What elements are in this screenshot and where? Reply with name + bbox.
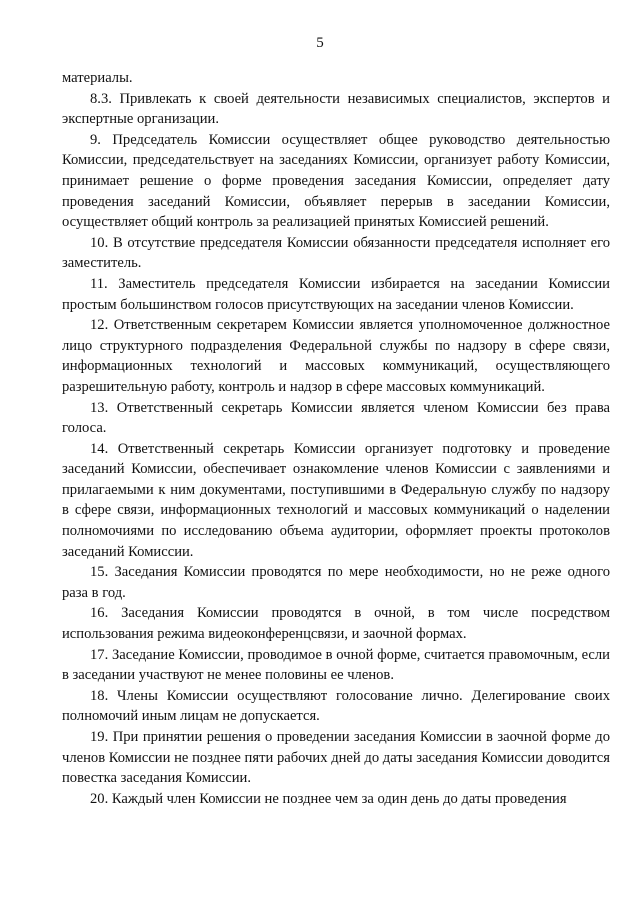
paragraph-15: 15. Заседания Комиссии проводятся по мере необходимости, но не реже одного раза в год. xyxy=(62,564,610,601)
document-body xyxy=(62,68,610,809)
paragraph-8-3: 8.3. Привлекать к своей деятельности независимых специалистов, экспертов и экспертные организации. xyxy=(62,90,610,128)
paragraph-17: 17. Заседание Комиссии, проводимое в очной форме, считается правомочным, если в заседании участвуют не менее половины ее членов. xyxy=(62,646,610,684)
paragraph-9: 9. Председатель Комиссии осуществляет общее руководство деятельностью Комиссии, председательствует на заседаниях Комиссии, организует работу Комиссии, принимает решение о форме проведения заседания Комиссии, определяет дату проведения заседаний Комиссии, объявляет перерыв в заседании Комиссии, осуществляет общий контроль за реализацией принятых Комиссией решений. xyxy=(62,131,610,231)
page-number: 5 xyxy=(316,35,324,51)
paragraph-continuation: материалы. xyxy=(62,70,133,86)
paragraph-12: 12. Ответственным секретарем Комиссии является уполномоченное должностное лицо структурного подразделения Федеральной службы по надзору в сфере связи, информационных технологий и массовых коммуникаций, осуществляющего разрешительную работу, контроль и надзор в сфере массовых коммуникаций. xyxy=(62,317,610,395)
paragraph-11: 11. Заместитель председателя Комиссии избирается на заседании Комиссии простым большинством голосов присутствующих на заседании членов Комиссии. xyxy=(62,275,610,313)
paragraph-14: 14. Ответственный секретарь Комиссии организует подготовку и проведение заседаний Комиссии, обеспечивает ознакомление членов Комиссии с заявлениями и прилагаемыми к ним документами, поступившими в Федеральную службу по надзору в сфере связи, информационных технологий и массовых коммуникаций о наделении полномочиями по исследованию объема аудитории, оформляет проекты протоколов заседаний Комиссии. xyxy=(62,440,610,560)
paragraph-10: 10. В отсутствие председателя Комиссии обязанности председателя исполняет его заместитель. xyxy=(62,234,610,272)
paragraph-18: 18. Члены Комиссии осуществляют голосование лично. Делегирование своих полномочий иным лицам не допускается. xyxy=(62,687,610,725)
paragraph-13: 13. Ответственный секретарь Комиссии является членом Комиссии без права голоса. xyxy=(62,399,610,437)
paragraph-16: 16. Заседания Комиссии проводятся в очной, в том числе посредством использования режима видеоконференцсвязи, и заочной формах. xyxy=(62,605,610,643)
paragraph-19: 19. При принятии решения о проведении заседания Комиссии в заочной форме до членов Комиссии не позднее пяти рабочих дней до даты заседания Комиссии доводится повестка заседания Комиссии. xyxy=(62,729,610,787)
paragraph-20: 20. Каждый член Комиссии не позднее чем за один день до даты проведения xyxy=(90,790,567,807)
